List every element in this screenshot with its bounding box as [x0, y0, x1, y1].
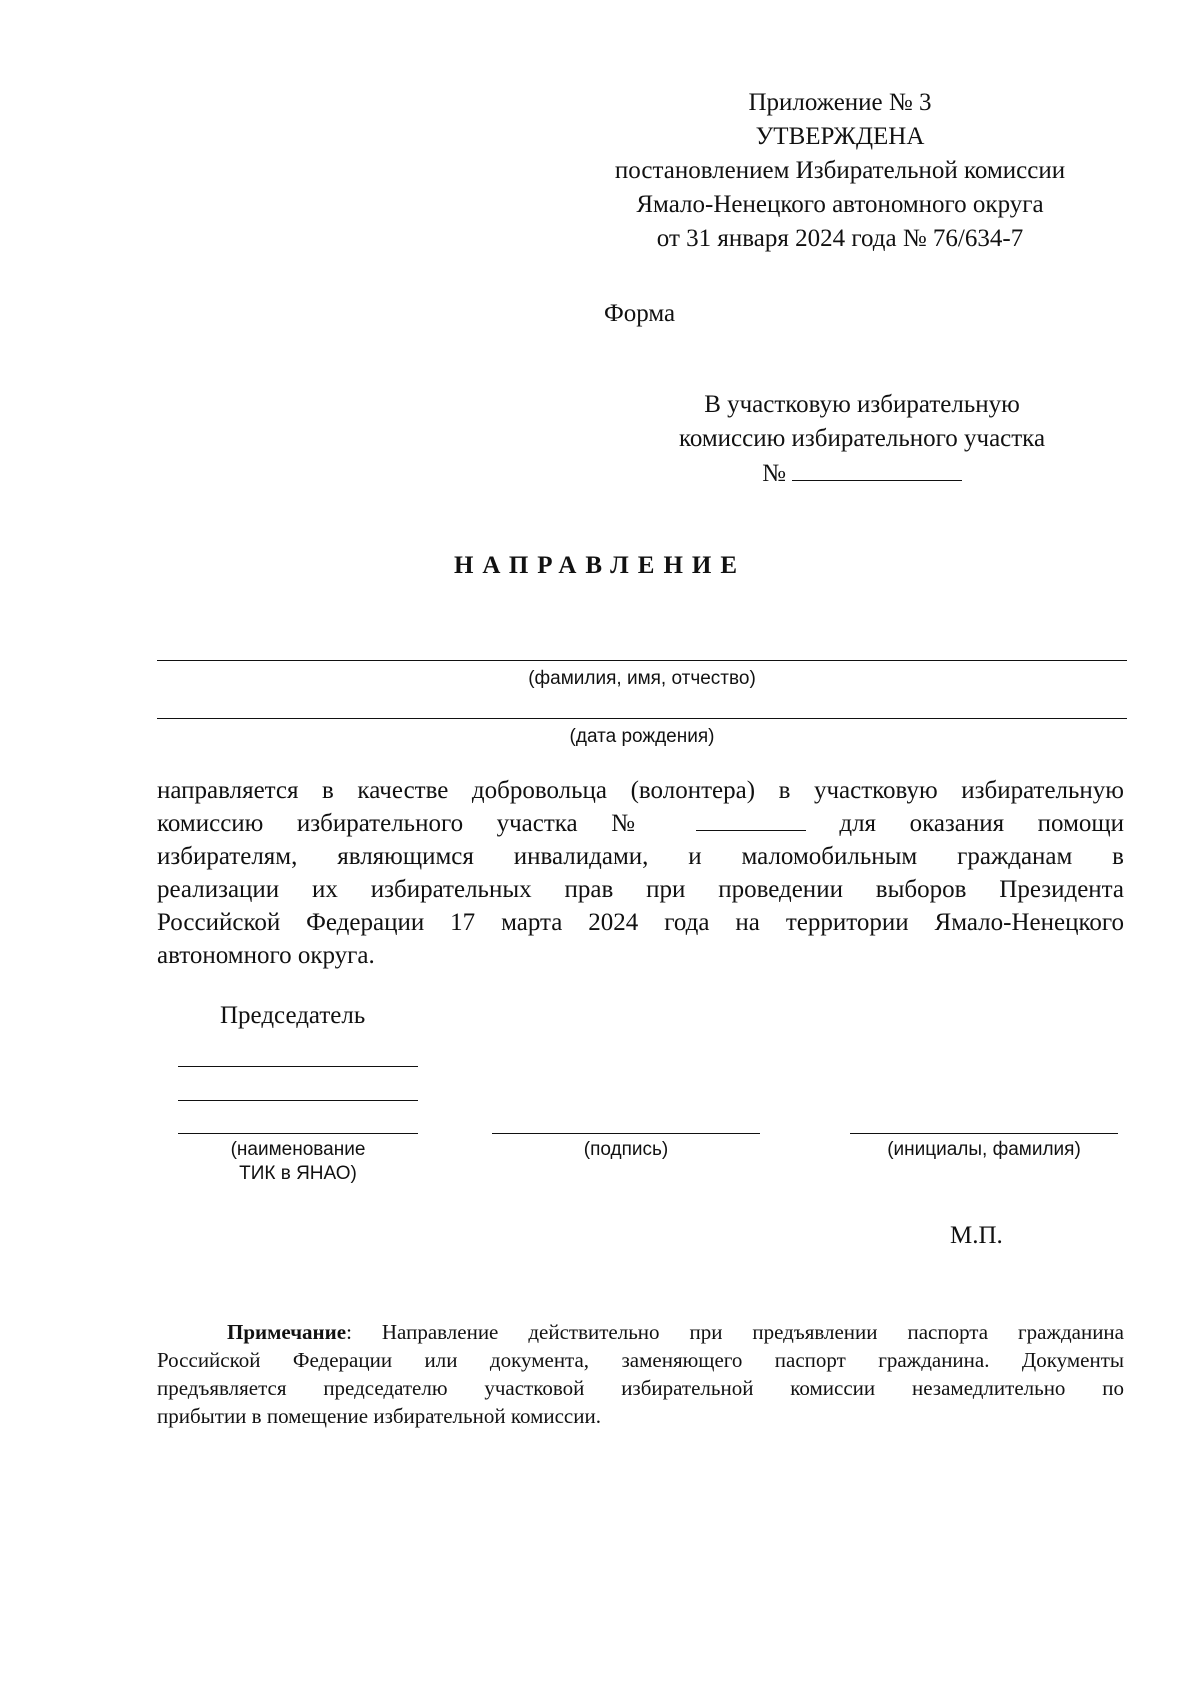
initials-surname-caption: (инициалы, фамилия) — [887, 1139, 1081, 1160]
signature-caption: (подпись) — [583, 1139, 669, 1160]
appendix-number: Приложение № 3 — [748, 89, 932, 116]
body-line-4: реализации их избирательных прав при проведении выборов Президента — [157, 876, 1124, 903]
note-line-4: прибытии в помещение избирательной комиссии. — [157, 1404, 601, 1428]
body-paragraph — [157, 774, 1124, 972]
org-name-line-3[interactable] — [178, 1133, 418, 1134]
note-line-3: предъявляется председателю участковой избирательной комиссии незамедлительно по — [157, 1376, 1124, 1400]
initials-surname-line[interactable] — [850, 1133, 1118, 1134]
note-block — [157, 1318, 1124, 1430]
body-line-2-end: для оказания помощи — [839, 810, 1125, 837]
addressee-line-1: В участковую избирательную — [704, 391, 1020, 418]
birth-date-field[interactable] — [157, 718, 1127, 719]
body-line-5: Российской Федерации 17 марта 2024 года на территории Ямало-Ненецкого — [157, 909, 1124, 936]
note-line-2: Российской Федерации или документа, заменяющего паспорт гражданина. Документы — [157, 1348, 1124, 1372]
precinct-number-field[interactable] — [792, 456, 962, 481]
approval-region: Ямало-Ненецкого автономного округа — [636, 191, 1044, 218]
precinct-number-blank[interactable] — [696, 808, 806, 831]
note-label: Примечание — [227, 1320, 347, 1344]
org-name-caption: (наименование ТИК в ЯНАО) — [230, 1139, 366, 1184]
body-line-6: автономного округа. — [157, 942, 375, 969]
addressee-number-row — [652, 456, 1072, 491]
birth-date-caption: (дата рождения) — [569, 726, 715, 747]
org-name-line-2[interactable] — [178, 1100, 418, 1101]
addressee-block — [652, 388, 1072, 491]
chairman-label: Председатель — [220, 1002, 366, 1029]
signature-line[interactable] — [492, 1133, 760, 1134]
note-line-1: Примечание: Направление действительно при предъявлении паспорта гражданина — [227, 1320, 1124, 1344]
addressee-line-2: комиссию избирательного участка — [678, 425, 1046, 452]
full-name-caption: (фамилия, имя, отчество) — [528, 668, 756, 689]
body-line-1: направляется в качестве добровольца (волонтера) в участковую избирательную — [157, 777, 1124, 804]
org-name-line-1[interactable] — [178, 1066, 418, 1067]
number-sign: № — [762, 460, 786, 487]
full-name-field[interactable] — [157, 660, 1127, 661]
body-line-3: избирателям, являющимся инвалидами, и маломобильным гражданам в — [157, 843, 1124, 870]
appendix-block — [580, 86, 1100, 256]
document-title: НАПРАВЛЕНИЕ — [453, 552, 747, 579]
stamp-place-label: М.П. — [950, 1222, 1003, 1249]
approval-resolution: постановлением Избирательной комиссии — [614, 157, 1066, 184]
body-line-2-start: комиссию избирательного участка № — [157, 810, 663, 837]
body-line-2 — [157, 807, 1124, 840]
approval-stamp-text: УТВЕРЖДЕНА — [755, 123, 925, 150]
form-label: Форма — [604, 300, 676, 327]
approval-date-number: от 31 января 2024 года № 76/634-7 — [656, 225, 1024, 252]
